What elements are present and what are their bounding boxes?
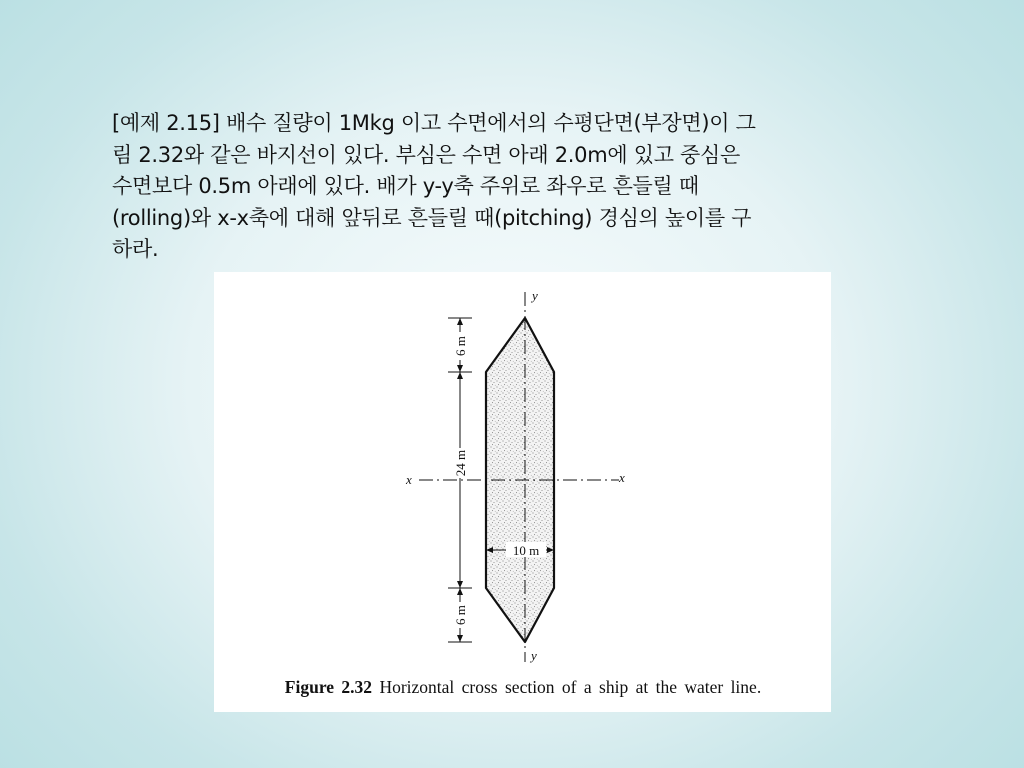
problem-line-2: 림 2.32와 같은 바지선이 있다. 부심은 수면 아래 2.0m에 있고 중심은 [112, 142, 741, 167]
problem-line-3: 수면보다 0.5m 아래에 있다. 배가 y-y축 주위로 좌우로 흔들릴 때 [112, 174, 699, 198]
x-label-right: x [619, 470, 625, 485]
problem-line-4: (rolling)와 x-x축에 대해 앞뒤로 흔들릴 때(pitching) 경심의 높이를 구 [112, 205, 752, 230]
dim-label-top: 6 m [453, 336, 468, 356]
dim-label-bottom: 6 m [453, 605, 468, 625]
problem-line-5: 하라. [112, 237, 159, 261]
y-label-bottom: y [531, 648, 537, 663]
problem-statement [112, 108, 917, 266]
figure-panel [214, 272, 831, 712]
ship-cross-section-diagram [214, 272, 831, 712]
y-label-top: y [532, 288, 538, 303]
problem-line-1: [예제 2.15] 배수 질량이 1Mkg 이고 수면에서의 수평단면(부장면)이 그 [112, 111, 756, 135]
caption-text: Horizontal cross section of a ship at the water line. [379, 677, 762, 697]
figure-caption [220, 677, 826, 698]
x-label-left: x [406, 472, 412, 487]
dim-label-middle: 24 m [453, 449, 468, 477]
dim-label-width: 10 m [512, 543, 540, 558]
caption-label: Figure 2.32 [284, 677, 373, 697]
